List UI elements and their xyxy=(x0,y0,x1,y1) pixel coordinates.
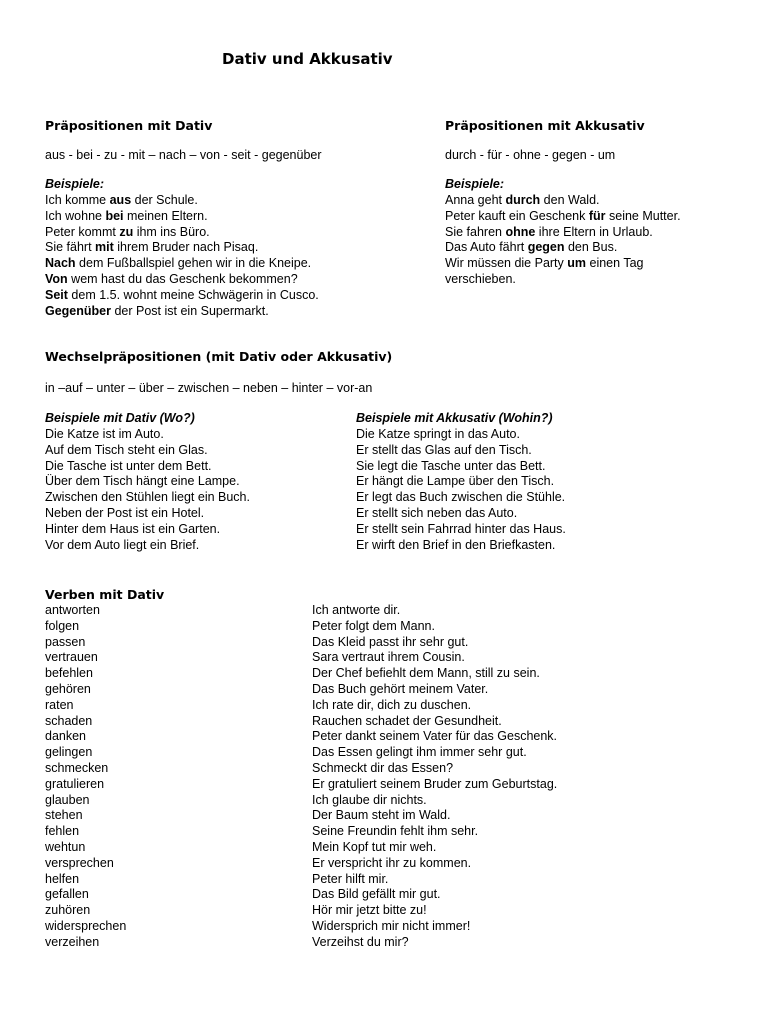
verb-example: Der Chef befiehlt dem Mann, still zu sein. xyxy=(312,666,540,681)
example-text: Peter kommt xyxy=(45,224,120,239)
example-preposition: aus xyxy=(109,193,132,207)
list-item: Er stellt sein Fahrrad hinter das Haus. xyxy=(356,521,566,536)
list-item: Vor dem Auto liegt ein Brief. xyxy=(45,537,200,552)
example-text: den Wald. xyxy=(540,193,600,207)
example-text: dem 1.5. wohnt meine Schwägerin in Cusco. xyxy=(67,287,319,302)
list-item: Zwischen den Stühlen liegt ein Buch. xyxy=(45,490,250,505)
example-line xyxy=(45,240,319,256)
verb-example: Der Baum steht im Wald. xyxy=(312,808,451,823)
example-preposition: Nach xyxy=(45,256,76,271)
example-line xyxy=(45,256,319,272)
verb-item: wehtun xyxy=(45,839,86,854)
example-text: Peter kauft ein Geschenk xyxy=(445,208,589,223)
example-preposition: um xyxy=(567,256,587,271)
verb-item: zuhören xyxy=(45,903,91,918)
verb-example: Er verspricht ihr zu kommen. xyxy=(312,855,472,870)
list-item: Hinter dem Haus ist ein Garten. xyxy=(45,521,221,536)
verb-item: vertrauen xyxy=(45,650,98,665)
example-line xyxy=(445,225,681,241)
verb-example: Rauchen schadet der Gesundheit. xyxy=(312,713,502,728)
verb-example: Er gratuliert seinem Bruder zum Geburtstag. xyxy=(312,776,558,791)
verb-item: schaden xyxy=(45,713,93,728)
verb-item: glauben xyxy=(45,792,90,807)
verb-example: Ich glaube dir nichts. xyxy=(312,792,427,807)
verb-item: schmecken xyxy=(45,760,109,775)
verb-item: befehlen xyxy=(45,666,93,681)
verb-item: helfen xyxy=(45,871,80,886)
example-line xyxy=(445,240,681,256)
example-line xyxy=(445,193,681,209)
wechsel-dativ-list xyxy=(45,427,250,553)
example-text: verschieben. xyxy=(445,271,516,286)
example-text: dem Fußballspiel gehen wir in die Kneipe. xyxy=(75,256,312,271)
verb-example: Mein Kopf tut mir weh. xyxy=(312,839,437,854)
example-preposition: zu xyxy=(119,224,134,239)
verb-item: raten xyxy=(45,697,74,712)
verb-example: Das Kleid passt ihr sehr gut. xyxy=(312,634,469,649)
example-text: Sie fahren xyxy=(445,224,506,239)
list-item: Neben der Post ist ein Hotel. xyxy=(45,505,205,520)
example-line xyxy=(45,272,319,288)
verb-item: danken xyxy=(45,729,87,744)
example-preposition: Gegenüber xyxy=(45,303,111,318)
verb-item: stehen xyxy=(45,808,83,823)
list-item: Über dem Tisch hängt eine Lampe. xyxy=(45,474,240,489)
verb-example: Peter hilft mir. xyxy=(312,871,389,886)
wechsel-dativ-label: Beispiele mit Dativ (Wo?) xyxy=(45,411,195,425)
example-line xyxy=(45,193,319,209)
example-text: ihrem Bruder nach Pisaq. xyxy=(113,240,259,255)
dativ-examples-label: Beispiele: xyxy=(45,177,105,191)
verb-example: Verzeihst du mir? xyxy=(312,934,409,949)
example-preposition: Seit xyxy=(45,287,68,302)
dativ-prepositions: aus - bei - zu - mit – nach – von - seit - gegenüber xyxy=(45,148,322,162)
verb-examples-list xyxy=(312,603,557,951)
verb-item: widersprechen xyxy=(45,918,127,933)
verb-item: gelingen xyxy=(45,745,93,760)
example-text: der Post ist ein Supermarkt. xyxy=(111,303,269,318)
verb-item: folgen xyxy=(45,618,80,633)
dativ-heading: Präpositionen mit Dativ xyxy=(45,118,213,133)
list-item: Sie legt die Tasche unter das Bett. xyxy=(356,458,546,473)
akkusativ-examples-label: Beispiele: xyxy=(445,177,505,191)
example-text: wem hast du das Geschenk bekommen? xyxy=(67,271,298,286)
verb-example: Peter dankt seinem Vater für das Geschenk. xyxy=(312,729,558,744)
akkusativ-heading: Präpositionen mit Akkusativ xyxy=(445,118,645,133)
verb-example: Schmeckt dir das Essen? xyxy=(312,760,454,775)
verb-item: versprechen xyxy=(45,855,114,870)
example-preposition: mit xyxy=(95,240,114,255)
verben-heading: Verben mit Dativ xyxy=(45,587,165,602)
verb-example: Peter folgt dem Mann. xyxy=(312,618,435,633)
example-text: Anna geht xyxy=(445,193,506,207)
list-item: Auf dem Tisch steht ein Glas. xyxy=(45,442,208,457)
wechsel-prepositions: in –auf – unter – über – zwischen – neben – hinter – vor-an xyxy=(45,381,373,395)
list-item: Er legt das Buch zwischen die Stühle. xyxy=(356,490,566,505)
example-line xyxy=(445,209,681,225)
example-text: der Schule. xyxy=(131,193,198,207)
example-text: ihm ins Büro. xyxy=(133,224,210,239)
verb-item: antworten xyxy=(45,603,100,617)
example-text: Sie fährt xyxy=(45,240,96,255)
verb-item: gehören xyxy=(45,681,91,696)
example-text: einen Tag xyxy=(586,256,644,271)
example-text: seine Mutter. xyxy=(605,208,681,223)
example-preposition: Von xyxy=(45,271,68,286)
akkusativ-prepositions: durch - für - ohne - gegen - um xyxy=(445,148,616,162)
list-item: Er wirft den Brief in den Briefkasten. xyxy=(356,537,556,552)
example-text: den Bus. xyxy=(564,240,618,255)
verb-example: Das Buch gehört meinem Vater. xyxy=(312,681,489,696)
example-line xyxy=(45,225,319,241)
verb-example: Das Essen gelingt ihm immer sehr gut. xyxy=(312,745,527,760)
example-preposition: für xyxy=(588,208,606,223)
verb-example: Ich antworte dir. xyxy=(312,603,401,617)
list-item: Die Tasche ist unter dem Bett. xyxy=(45,458,212,473)
wechsel-akkusativ-list xyxy=(356,427,566,553)
example-preposition: ohne xyxy=(505,224,536,239)
example-text: Ich wohne xyxy=(45,208,106,223)
verb-example: Widersprich mir nicht immer! xyxy=(312,918,471,933)
example-line xyxy=(445,256,681,272)
list-item: Er hängt die Lampe über den Tisch. xyxy=(356,474,555,489)
example-line xyxy=(45,209,319,225)
example-text: ihre Eltern in Urlaub. xyxy=(535,224,653,239)
wechsel-akkusativ-label: Beispiele mit Akkusativ (Wohin?) xyxy=(356,411,553,425)
example-text: Ich komme xyxy=(45,193,110,207)
verb-item: gefallen xyxy=(45,887,89,902)
verb-example: Ich rate dir, dich zu duschen. xyxy=(312,697,472,712)
list-item: Er stellt sich neben das Auto. xyxy=(356,505,518,520)
example-preposition: gegen xyxy=(527,240,565,255)
list-item: Die Katze springt in das Auto. xyxy=(356,427,520,441)
verb-item: fehlen xyxy=(45,824,80,839)
example-line xyxy=(45,304,319,320)
verb-example: Seine Freundin fehlt ihm sehr. xyxy=(312,824,479,839)
verb-item: passen xyxy=(45,634,86,649)
list-item: Die Katze ist im Auto. xyxy=(45,427,164,441)
wechsel-heading: Wechselpräpositionen (mit Dativ oder Akkusativ) xyxy=(45,349,393,364)
example-line xyxy=(45,288,319,304)
verbs-list xyxy=(45,603,126,951)
example-preposition: durch xyxy=(505,193,541,207)
example-text: meinen Eltern. xyxy=(123,208,208,223)
example-preposition: bei xyxy=(105,208,124,223)
verb-example: Das Bild gefällt mir gut. xyxy=(312,887,441,902)
verb-example: Sara vertraut ihrem Cousin. xyxy=(312,650,465,665)
verb-item: verzeihen xyxy=(45,934,100,949)
example-text: Das Auto fährt xyxy=(445,240,528,255)
verb-example: Hör mir jetzt bitte zu! xyxy=(312,903,427,918)
dativ-examples-list xyxy=(45,193,319,319)
example-text: Wir müssen die Party xyxy=(445,256,568,271)
example-line xyxy=(445,272,681,288)
page-title: Dativ und Akkusativ xyxy=(222,50,393,68)
akkusativ-examples-list xyxy=(445,193,681,288)
list-item: Er stellt das Glas auf den Tisch. xyxy=(356,442,532,457)
verb-item: gratulieren xyxy=(45,776,105,791)
